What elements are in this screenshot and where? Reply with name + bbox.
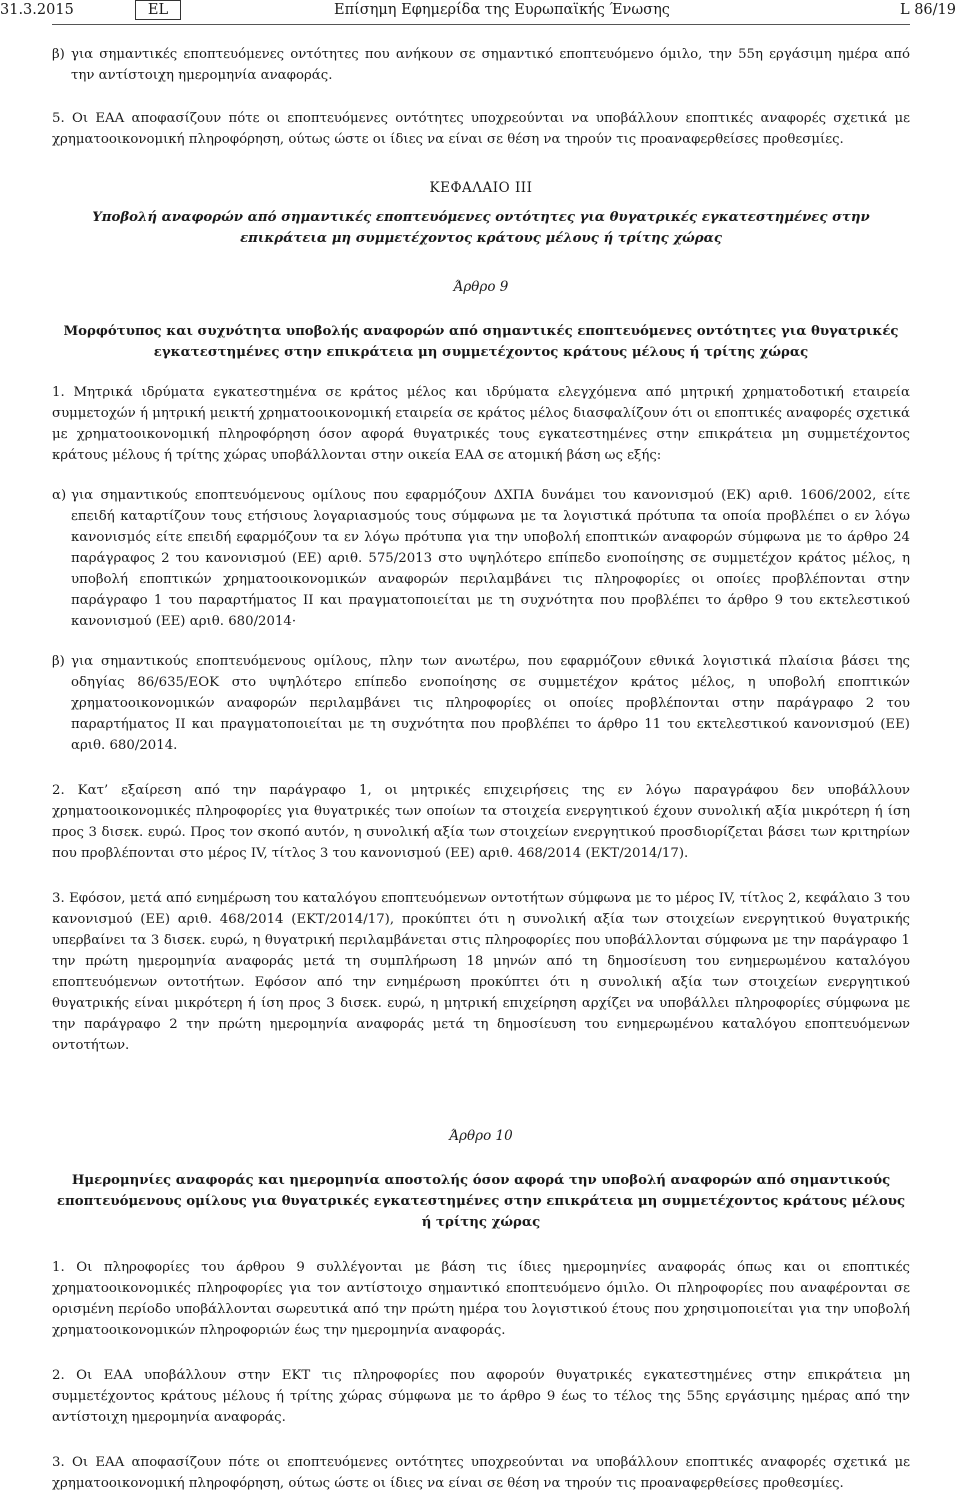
article-9-title: Μορφότυπος και συχνότητα υποβολής αναφορών από σημαντικές εποπτευόμενες οντότητες για θυγατρικές εγκατεστημένες στην επικράτεια μη συμμετέχοντος κράτους μέλους ή τρίτης χώρας [63,324,899,360]
article-9-item-a [52,485,910,632]
item-text: για σημαντικούς εποπτευόμενους ομίλους, πλην των ανωτέρω, που εφαρμόζουν εθνικά λογιστικά πλαίσια βάσει της οδηγίας 86/635/ΕΟΚ στο υψηλότερο επίπεδο ενοποίησης σε συμμετέχον κράτος μέλος, η υποβολή εποπτικών χρηματοοικονομικών αναφορών περιλαμβάνει τις πληροφορίες οι οποίες προβλέπονται στην παράγραφο 2 του παραρτήματος II και πραγματοποιείται με τη συχνότητα που προβλέπει το άρθρο 11 του εκτελεστικού κανονισμού (ΕΕ) αριθ. 680/2014. [71,654,910,753]
chapter-label: ΚΕΦΑΛΑΙΟ III [429,180,533,196]
document-body [52,44,910,1494]
article-10-title: Ημερομηνίες αναφοράς και ημερομηνία αποστολής όσον αφορά την υποβολή αναφορών από σημαντικούς εποπτευόμενους ομίλους για θυγατρικές εγκατεστημένες στην επικράτεια μη συμμετέχοντος κράτους μέλους ή τρίτης χώρας [56,1173,906,1230]
article-10-paragraph-3: 3. Οι ΕΑΑ αποφασίζουν πότε οι εποπτευόμενες οντότητες υποχρεούνται να υποβάλλουν εποπτικές αναφορές σχετικά με χρηματοοικονομική πληροφόρηση, ούτως ώστε οι ίδιες να είναι σε θέση να τηρούν τις προαναφερθείσες προθεσμίες. [52,1455,910,1491]
page-header [0,0,960,22]
article-9-paragraph-3: 3. Εφόσον, μετά από ενημέρωση του καταλόγου εποπτευόμενων οντοτήτων σύμφωνα με το μέρος IV, τίτλος 2, κεφάλαιο 3 του κανονισμού (ΕΕ) αριθ. 468/2014 (ΕΚΤ/2014/17), προκύπτει ότι η συνολική αξία των στοιχείων ενεργητικού θυγατρικής υπερβαίνει τα 3 δισεκ. ευρώ, η θυγατρική περιλαμβάνεται στις πληροφορίες που υποβάλλονται σύμφωνα με την παράγραφο 1 την πρώτη ημερομηνία αναφοράς μετά τη συμπλήρωση 18 μηνών από τη δημοσίευση του ενημερωμένου καταλόγου εποπτευόμενων οντοτήτων. Εφόσον από την ενημέρωση προκύπτει ότι η συνολική αξία των στοιχείων ενεργητικού θυγατρικής είναι μικρότερη ή ίση προς 3 δισεκ. ευρώ, η μητρική επιχείρηση αρχίζει να υποβάλλει πληροφορίες σύμφωνα με την παράγραφο 2 την πρώτη ημερομηνία αναφοράς μετά τη δημοσίευση του ενημερωμένου καταλόγου εποπτευόμενων οντοτήτων. [52,891,910,1053]
article-9-paragraph-2: 2. Κατ’ εξαίρεση από την παράγραφο 1, οι μητρικές επιχειρήσεις της εν λόγω παραγράφου δεν υποβάλλουν χρηματοοικονομικές πληροφορίες για θυγατρικές των οποίων τα στοιχεία ενεργητικού έχουν συνολική αξία μικρότερη ή ίση προς 3 δισεκ. ευρώ. Προς τον σκοπό αυτόν, η συνολική αξία των στοιχείων ενεργητικού προσδιορίζεται βάσει των κριτηρίων που προβλέπονται στο μέρος IV, τίτλος 3 του κανονισμού (ΕΕ) αριθ. 468/2014 (ΕΚΤ/2014/17). [52,783,910,861]
article-10-label: Άρθρο 10 [449,1128,513,1144]
article-9-label: Άρθρο 9 [453,279,509,295]
article-9-paragraph-1: 1. Μητρικά ιδρύματα εγκατεστημένα σε κράτος μέλος και ιδρύματα ελεγχόμενα από μητρική χρηματοδοτική εταιρεία συμμετοχών ή μητρική μεικτή χρηματοοικονομική εταιρεία σε κράτος μέλος διασφαλίζουν ότι οι εποπτικές αναφορές σχετικά με χρηματοοικονομική πληροφόρηση όσον αφορά θυγατρικές τους εγκατεστημένες στην επικράτεια μη συμμετέχοντος κράτους μέλους ή τρίτης χώρας υποβάλλονται στην οικεία ΕΑΑ σε ατομική βάση ως εξής: [52,385,910,463]
article-10-paragraph-1: 1. Οι πληροφορίες του άρθρου 9 συλλέγονται με βάση τις ίδιες ημερομηνίες αναφοράς όπως και οι εποπτικές χρηματοοικονομικές πληροφορίες για τον αντίστοιχο σημαντικό εποπτευόμενο όμιλο. Οι πληροφορίες που αναφέρονται σε ορισμένη περίοδο υποβάλλονται σωρευτικά από την πρώτη ημέρα του λογιστικού έτους που χρησιμοποιείται για την υποβολή χρηματοοικονομικών πληροφοριών έως την ημερομηνία αναφοράς. [52,1260,910,1338]
item-text: για σημαντικούς εποπτευόμενους ομίλους που εφαρμόζουν ΔΧΠΑ δυνάμει του κανονισμού (ΕΚ) αριθ. 1606/2002, είτε επειδή καταρτίζουν τους ετήσιους λογαριασμούς τους σύμφωνα με τα λογιστικά πρότυπα τα οποία προβλέπει ο εν λόγω κανονισμός είτε επειδή εφαρμόζουν τα εν λόγω πρότυπα για την υποβολή εποπτικών αναφορών σύμφωνα με το άρθρο 24 παράγραφος 2 του κανονισμού (ΕΕ) αριθ. 575/2013 στο υψηλότερο επίπεδο ενοποίησης σε συμμετέχον κράτος μέλος, η υποβολή εποπτικών χρηματοοικονομικών αναφορών περιλαμβάνει τις πληροφορίες οι οποίες προβλέπονται στην παράγραφο 1 του παραρτήματος II και πραγματοποιείται με τη συχνότητα που προβλέπει το άρθρο 9 του εκτελεστικού κανονισμού (ΕΕ) αριθ. 680/2014· [71,488,910,629]
intro-item-b [52,44,910,86]
journal-title: Επίσημη Εφημερίδα της Ευρωπαϊκής Ένωσης [334,2,670,18]
language-code-box: EL [135,0,181,20]
item-text: για σημαντικές εποπτευόμενες οντότητες που ανήκουν σε σημαντικό εποπτευόμενο όμιλο, την 55η εργάσιμη ημέρα από την αντίστοιχη ημερομηνία αναφοράς. [71,47,910,83]
item-label: β) [52,654,65,669]
item-label: α) [52,488,67,503]
chapter-title: Υποβολή αναφορών από σημαντικές εποπτευόμενες οντότητες για θυγατρικές εγκατεστημένες στην επικράτεια μη συμμετέχοντος κράτους μέλους ή τρίτης χώρας [92,210,870,246]
paragraph-5: 5. Οι ΕΑΑ αποφασίζουν πότε οι εποπτευόμενες οντότητες υποχρεούνται να υποβάλλουν εποπτικές αναφορές σχετικά με χρηματοοικονομική πληροφόρηση, ούτως ώστε οι ίδιες να είναι σε θέση να τηρούν τις προαναφερθείσες προθεσμίες. [52,111,910,147]
page-reference: L 86/19 [899,2,956,18]
article-9-item-b [52,651,910,756]
item-label: β) [52,47,65,62]
header-date: 31.3.2015 [0,2,74,18]
header-rule [52,24,910,25]
article-10-paragraph-2: 2. Οι ΕΑΑ υποβάλλουν στην ΕΚΤ τις πληροφορίες που αφορούν θυγατρικές εγκατεστημένες στην επικράτεια μη συμμετέχοντος κράτους μέλους ή τρίτης χώρας σύμφωνα με το άρθρο 9 έως το τέλος της 55ης εργάσιμης ημέρας από την αντίστοιχη ημερομηνία αναφοράς. [52,1368,910,1425]
